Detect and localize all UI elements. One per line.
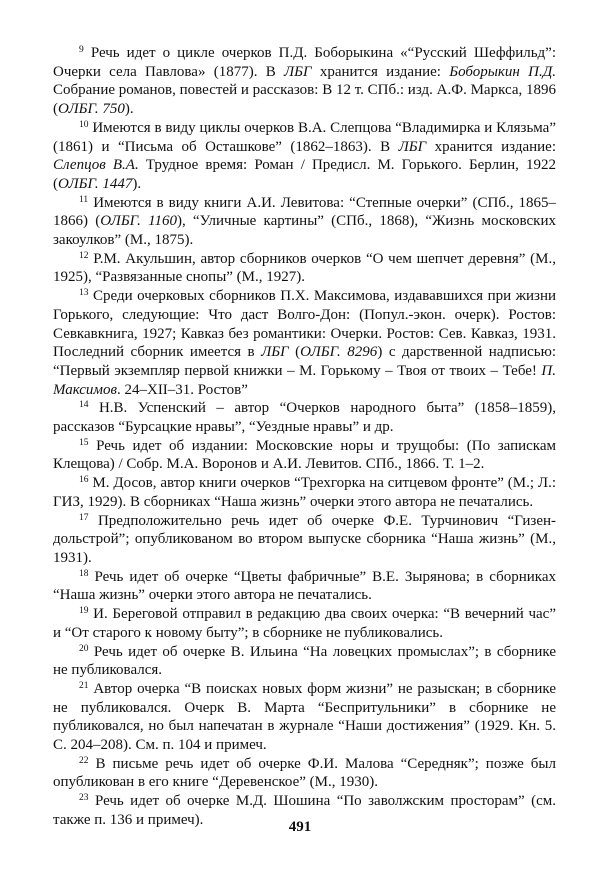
footnote-11 — [53, 194, 556, 250]
footnote-list — [53, 44, 556, 830]
footnote-text: . 24–XII–31. Ростов” — [116, 381, 248, 398]
footnote-20 — [53, 643, 556, 680]
footnote-number: 17 — [79, 512, 89, 523]
footnote-number: 12 — [79, 250, 89, 261]
footnote-text: хранится издание: — [311, 63, 450, 80]
footnote-text: ) с дарственной надписью: “Первый экземпляр первой книжки – М. Горькому – Твоя от твоих – Тебе! — [53, 344, 556, 379]
footnote-text: Речь идет об очерке М.Д. Шошина “По заволжским просторам” (см. также п. 136 и примеч). — [53, 793, 557, 828]
footnote-text: Предположительно речь идет об очерке Ф.Е. Турчинович “Гизендольстрой”; опубликованом во втором выпуске сборника “Наша жизнь” (М., 1931). — [53, 512, 557, 566]
footnote-10 — [53, 119, 556, 194]
footnote-number: 20 — [79, 643, 89, 654]
footnote-text: И. Береговой отправил в редакцию два своих очерка: “В вечерний час” и “От старого к новому быту”; в сборнике не публиковались. — [53, 606, 556, 641]
footnote-16 — [53, 474, 556, 511]
footnote-text: Среди очерковых сборников П.Х. Максимова, издававшихся при жизни Горького, следующие: Что даст Волго-Дон: (Попул.-экон. очерк). Ростов: Севкавкнига, 1927; Кавказ без романтики: Очерки. Ростов: Сев. Кавказ, 1931. Последний сборник имеется в — [53, 288, 557, 361]
footnote-text: М. Досов, автор книги очерков “Трехгорка на ситцевом фронте” (М.; Л.: ГИЗ, 1929). В сборниках “Наша жизнь” очерки этого автора не печатались. — [53, 475, 557, 510]
footnote-text: Речь идет об издании: Московские норы и трущобы: (По запискам Клещова) / Собр. М.А. Воронов и А.И. Левитов. СПб., 1866. Т. 1–2. — [53, 437, 557, 473]
footnote-17 — [53, 512, 556, 568]
footnote-italic-text: ОЛБГ. 750 — [58, 101, 125, 118]
footnote-19 — [53, 605, 556, 642]
footnote-italic-text: ОЛБГ. 1447 — [58, 175, 133, 192]
footnote-12 — [53, 250, 556, 287]
footnote-number: 19 — [79, 606, 89, 617]
footnote-text: ). — [124, 101, 134, 118]
footnotes-page — [53, 44, 556, 830]
footnote-italic-text: ОЛБГ. 8296 — [300, 344, 378, 361]
footnote-number: 22 — [79, 755, 89, 766]
footnote-number: 13 — [79, 288, 89, 299]
footnote-text: Н.В. Успенский – автор “Очерков народного быта” (1858–1859), рассказов “Бурсацкие нравы”, “Уездные нравы” и др. — [53, 400, 556, 436]
footnote-text: Собрание романов, повестей и рассказов: В 12 т. СПб.: изд. А.Ф. Маркса, 1896 ( — [53, 82, 556, 118]
footnote-text: Речь идет о цикле очерков П.Д. Боборыкина «“Русский Шеффильд”: Очерки села Павлова» (1877). В — [53, 45, 557, 80]
footnote-text: Речь идет об очерке В. Ильина “На ловецких промыслах”; в сборнике не публиковался. — [53, 643, 557, 679]
footnote-text: хранится издание: — [426, 138, 556, 155]
footnote-number: 14 — [79, 400, 89, 411]
footnote-italic-text: Слепцов В.А. — [53, 157, 139, 174]
footnote-italic-text: Боборыкин П.Д. — [449, 63, 557, 80]
footnote-9 — [53, 44, 556, 119]
footnote-number: 11 — [79, 194, 89, 205]
footnote-text: Трудное время: Роман / Предисл. М. Горького. Берлин, 1922 ( — [53, 157, 556, 192]
footnote-text: Имеются в виду циклы очерков В.А. Слепцова “Владимирка и Клязьма” (1861) и “Письма об Осташкове” (1862–1863). В — [53, 119, 556, 155]
footnote-text: ( — [288, 344, 301, 361]
footnote-text: Автор очерка “В поисках новых форм жизни” не разыскан; в сборнике не публиковался. Очерк В. Марта “Беспритульники” в сборнике не публиковался, но был напечатан в журнале “Наши достижения” (1929. Кн. 5. С. 204–208). См. п. 104 и примеч. — [53, 680, 557, 754]
footnote-14 — [53, 399, 556, 436]
footnote-18 — [53, 568, 556, 605]
footnote-text: Имеются в виду книги А.И. Левитова: “Степные очерки” (СПб., 1865–1866) ( — [53, 194, 557, 230]
footnote-number: 21 — [79, 680, 89, 691]
footnote-21 — [53, 680, 556, 755]
footnote-number: 9 — [79, 45, 84, 55]
footnote-22 — [53, 755, 556, 792]
footnote-italic-text: П. Максимов — [53, 362, 556, 398]
footnote-italic-text: ЛБГ — [398, 138, 427, 155]
footnote-text: ), “Уличные картины” (СПб., 1868), “Жизнь московских закоулков” (М., 1875). — [53, 213, 556, 249]
footnote-13 — [53, 287, 556, 399]
footnote-number: 10 — [79, 119, 89, 130]
footnote-text: Р.М. Акульшин, автор сборников очерков “О чем шепчет деревня” (М., 1925), “Развязанные снопы” (М., 1927). — [53, 250, 557, 286]
footnote-italic-text: ЛБГ — [261, 344, 289, 361]
footnote-text: Речь идет об очерке “Цветы фабричные” В.Е. Зырянова; в сборниках “Наша жизнь” очерки этого автора не печатались. — [53, 568, 556, 604]
footnote-text: ). — [132, 175, 142, 192]
footnote-text: В письме речь идет об очерке Ф.И. Малова “Середняк”; позже был опубликован в его книге “Деревенское” (М., 1930). — [53, 755, 556, 791]
footnote-italic-text: ЛБГ — [284, 63, 312, 80]
page-number: 491 — [288, 819, 312, 835]
footnote-italic-text: ОЛБГ. 1160 — [100, 213, 177, 230]
footnote-number: 16 — [79, 475, 89, 486]
footnote-number: 15 — [79, 437, 89, 448]
footnote-15 — [53, 437, 556, 474]
footnote-number: 23 — [79, 793, 89, 804]
footnote-number: 18 — [79, 568, 89, 579]
